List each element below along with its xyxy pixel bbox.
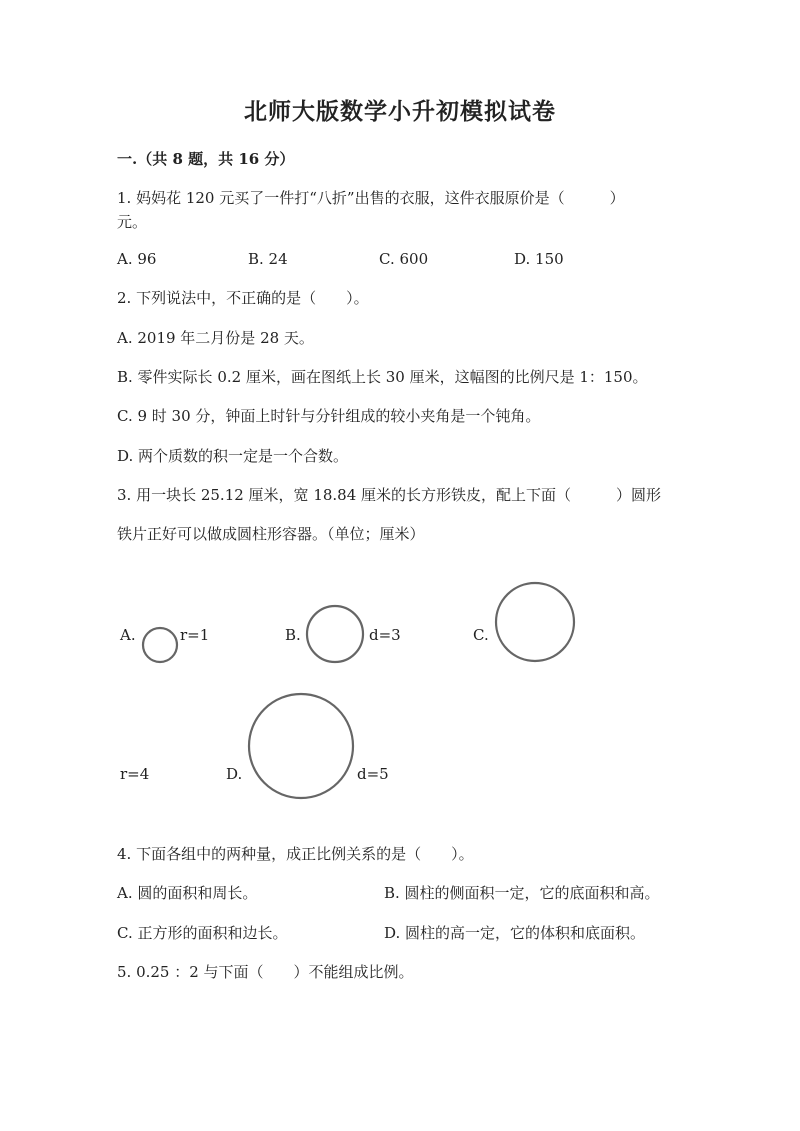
question-4-stem: 4. 下面各组中的两种量，成正比例关系的是（ ）。 — [117, 845, 474, 863]
question-3-label-c: r=4 — [120, 765, 150, 783]
question-4-option-a[interactable]: A. 圆的面积和周长。 — [117, 884, 258, 902]
question-1-option-c[interactable]: C. 600 — [379, 250, 429, 268]
section-heading: 一.（共 8 题，共 16 分） — [117, 150, 295, 168]
question-1-option-a[interactable]: A. 96 — [117, 250, 157, 268]
question-3-label-d: d=5 — [357, 765, 389, 783]
question-4-option-c[interactable]: C. 正方形的面积和边长。 — [117, 924, 288, 942]
question-4-option-d[interactable]: D. 圆柱的高一定，它的体积和底面积。 — [384, 924, 646, 942]
question-2-option-a[interactable]: A. 2019 年二月份是 28 天。 — [117, 329, 314, 347]
circle-c — [496, 583, 574, 661]
question-3-label-b: d=3 — [369, 626, 401, 644]
question-2-option-c[interactable]: C. 9 时 30 分，钟面上时针与分针组成的较小夹角是一个钝角。 — [117, 407, 541, 425]
question-3-stem-continued: 铁片正好可以做成圆柱形容器。（单位；厘米） — [117, 525, 425, 543]
circle-a — [143, 628, 177, 662]
question-2-option-d[interactable]: D. 两个质数的积一定是一个合数。 — [117, 447, 349, 465]
question-2-stem: 2. 下列说法中，不正确的是（ ）。 — [117, 289, 369, 307]
page-title: 北师大版数学小升初模拟试卷 — [244, 98, 556, 125]
question-2-option-b[interactable]: B. 零件实际长 0.2 厘米，画在图纸上长 30 厘米，这幅图的比例尺是 1：150。 — [117, 368, 648, 386]
circle-b — [307, 606, 363, 662]
circle-d — [249, 694, 353, 798]
question-3-option-a[interactable]: A. — [120, 626, 136, 644]
question-3-stem: 3. 用一块长 25.12 厘米，宽 18.84 厘米的长方形铁皮，配上下面（ ）圆形 — [117, 486, 662, 504]
question-1-option-d[interactable]: D. 150 — [514, 250, 564, 268]
question-3-label-a: r=1 — [180, 626, 210, 644]
question-3-option-c[interactable]: C. — [473, 626, 489, 644]
question-3-option-b[interactable]: B. — [285, 626, 301, 644]
question-4-option-b[interactable]: B. 圆柱的侧面积一定，它的底面积和高。 — [384, 884, 660, 902]
question-5-stem: 5. 0.25 ：2 与下面（ ）不能组成比例。 — [117, 963, 414, 981]
question-3-option-d[interactable]: D. — [226, 765, 243, 783]
question-1-stem-continued: 元。 — [117, 213, 148, 231]
question-1-option-b[interactable]: B. 24 — [248, 250, 288, 268]
question-1-stem: 1. 妈妈花 120 元买了一件打“八折”出售的衣服，这件衣服原价是（ ） — [117, 189, 625, 207]
